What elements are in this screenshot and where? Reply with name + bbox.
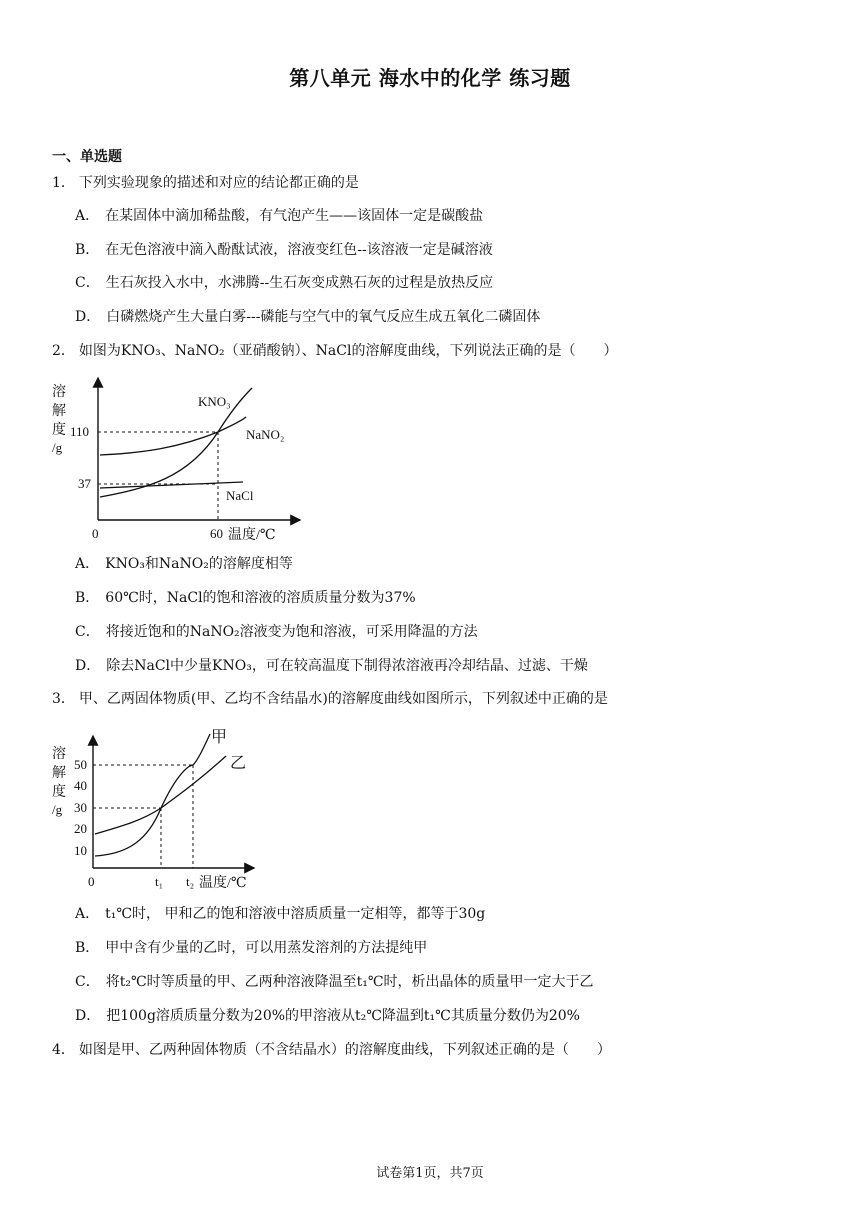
q3-option-c: [75, 973, 594, 991]
y-tick-label: 110: [70, 424, 90, 439]
option-letter: C．: [75, 624, 100, 640]
question-4-stem: [52, 1041, 611, 1059]
y-axis-label: 溶: [52, 385, 66, 400]
series-label-jia: 甲: [211, 729, 228, 746]
option-letter: B．: [75, 242, 100, 258]
x-tick-label: 60: [210, 526, 223, 541]
question-text: 如图为KNO₃、NaNO₂（亚硝酸钠）、NaCl的溶解度曲线，下列说法正确的是（ ）: [78, 343, 618, 359]
question-3-stem: [52, 690, 608, 708]
question-text: 甲、乙两固体物质(甲、乙均不含结晶水)的溶解度曲线如图所示，下列叙述中正确的是: [78, 691, 608, 707]
y-axis-label: 解: [52, 404, 66, 419]
option-text: 在无色溶液中滴入酚酞试液，溶液变红色--该溶液一定是碱溶液: [105, 242, 493, 258]
x-tick-label: t₂: [186, 874, 195, 889]
q2-option-d: [75, 657, 588, 675]
section-heading: 一、单选题: [52, 149, 122, 165]
q2-option-b: [75, 589, 416, 607]
option-text: 60℃时，NaCl的饱和溶液的溶质质量分数为37%: [105, 590, 416, 606]
nacl-curve: [100, 482, 243, 488]
x-axis-label: 温度/℃: [199, 876, 247, 891]
q3-option-a: [75, 905, 485, 923]
option-letter: A．: [75, 906, 100, 922]
option-text: 将t₂℃时等质量的甲、乙两种溶液降温至t₁℃时，析出晶体的质量甲一定大于乙: [105, 974, 594, 990]
y-axis-label: 解: [52, 766, 66, 781]
option-letter: D．: [75, 658, 101, 674]
origin-label: 0: [92, 526, 99, 541]
question-text: 下列实验现象的描述和对应的结论都正确的是: [78, 175, 359, 191]
q3-option-d: [75, 1007, 580, 1025]
series-label-nacl: NaCl: [226, 488, 254, 503]
x-axis-label: 温度/℃: [228, 528, 276, 543]
option-text: 生石灰投入水中，水沸腾--生石灰变成熟石灰的过程是放热反应: [105, 275, 494, 291]
option-letter: A．: [75, 556, 100, 572]
solubility-chart-q3: [48, 722, 260, 894]
x-tick-label: t₁: [155, 874, 164, 889]
question-1-stem: [52, 174, 359, 192]
y-tick-label: 20: [74, 821, 87, 836]
page-footer: 试卷第1页，共7页: [376, 1166, 484, 1181]
option-text: 在某固体中滴加稀盐酸，有气泡产生——该固体一定是碳酸盐: [105, 208, 484, 224]
q1-option-b: [75, 241, 493, 259]
question-number: 4．: [52, 1042, 75, 1058]
q2-option-a: [75, 555, 293, 573]
question-text: 如图是甲、乙两种固体物质（不含结晶水）的溶解度曲线，下列叙述正确的是（ ）: [78, 1042, 611, 1058]
y-axis-label: 溶: [52, 747, 66, 762]
origin-label: 0: [88, 874, 95, 889]
option-letter: B．: [75, 590, 100, 606]
y-tick-label: 50: [74, 757, 87, 772]
option-letter: D．: [75, 1008, 101, 1024]
option-text: 白磷燃烧产生大量白雾---磷能与空气中的氧气反应生成五氧化二磷固体: [106, 309, 541, 325]
question-number: 3．: [52, 691, 75, 707]
q1-option-d: [75, 308, 540, 326]
series-label-nano2: NaNO₂: [246, 427, 285, 442]
y-axis-label: 度: [52, 785, 66, 800]
option-letter: B．: [75, 940, 100, 956]
q1-option-c: [75, 274, 493, 292]
option-text: 把100g溶质质量分数为20%的甲溶液从t₂℃降温到t₁℃其质量分数仍为20%: [106, 1008, 580, 1024]
series-label-kno3: KNO₃: [198, 394, 231, 409]
solubility-chart-q2: [48, 370, 308, 546]
y-axis-label: /g: [52, 802, 63, 817]
option-letter: A．: [75, 208, 100, 224]
question-number: 1．: [52, 175, 75, 191]
page-title: 第八单元 海水中的化学 练习题: [289, 66, 571, 90]
q2-option-c: [75, 623, 478, 641]
q1-option-a: [75, 207, 483, 225]
q3-option-b: [75, 939, 427, 957]
y-axis-label: 度: [52, 423, 66, 438]
option-text: KNO₃和NaNO₂的溶解度相等: [105, 556, 293, 572]
y-tick-label: 40: [74, 778, 87, 793]
y-tick-label: 37: [78, 476, 91, 491]
y-axis-label: /g: [52, 440, 63, 455]
y-tick-label: 30: [74, 800, 87, 815]
option-text: t₁℃时， 甲和乙的饱和溶液中溶质质量一定相等，都等于30g: [105, 906, 486, 922]
option-letter: D．: [75, 309, 101, 325]
question-number: 2．: [52, 343, 75, 359]
option-text: 将接近饱和的NaNO₂溶液变为饱和溶液，可采用降温的方法: [105, 624, 478, 640]
y-tick-label: 10: [74, 843, 87, 858]
series-label-yi: 乙: [230, 755, 247, 772]
option-letter: C．: [75, 974, 100, 990]
option-text: 甲中含有少量的乙时，可以用蒸发溶剂的方法提纯甲: [105, 940, 428, 956]
option-text: 除去NaCl中少量KNO₃，可在较高温度下制得浓溶液再冷却结晶、过滤、干燥: [106, 658, 588, 674]
option-letter: C．: [75, 275, 100, 291]
question-2-stem: [52, 342, 617, 360]
